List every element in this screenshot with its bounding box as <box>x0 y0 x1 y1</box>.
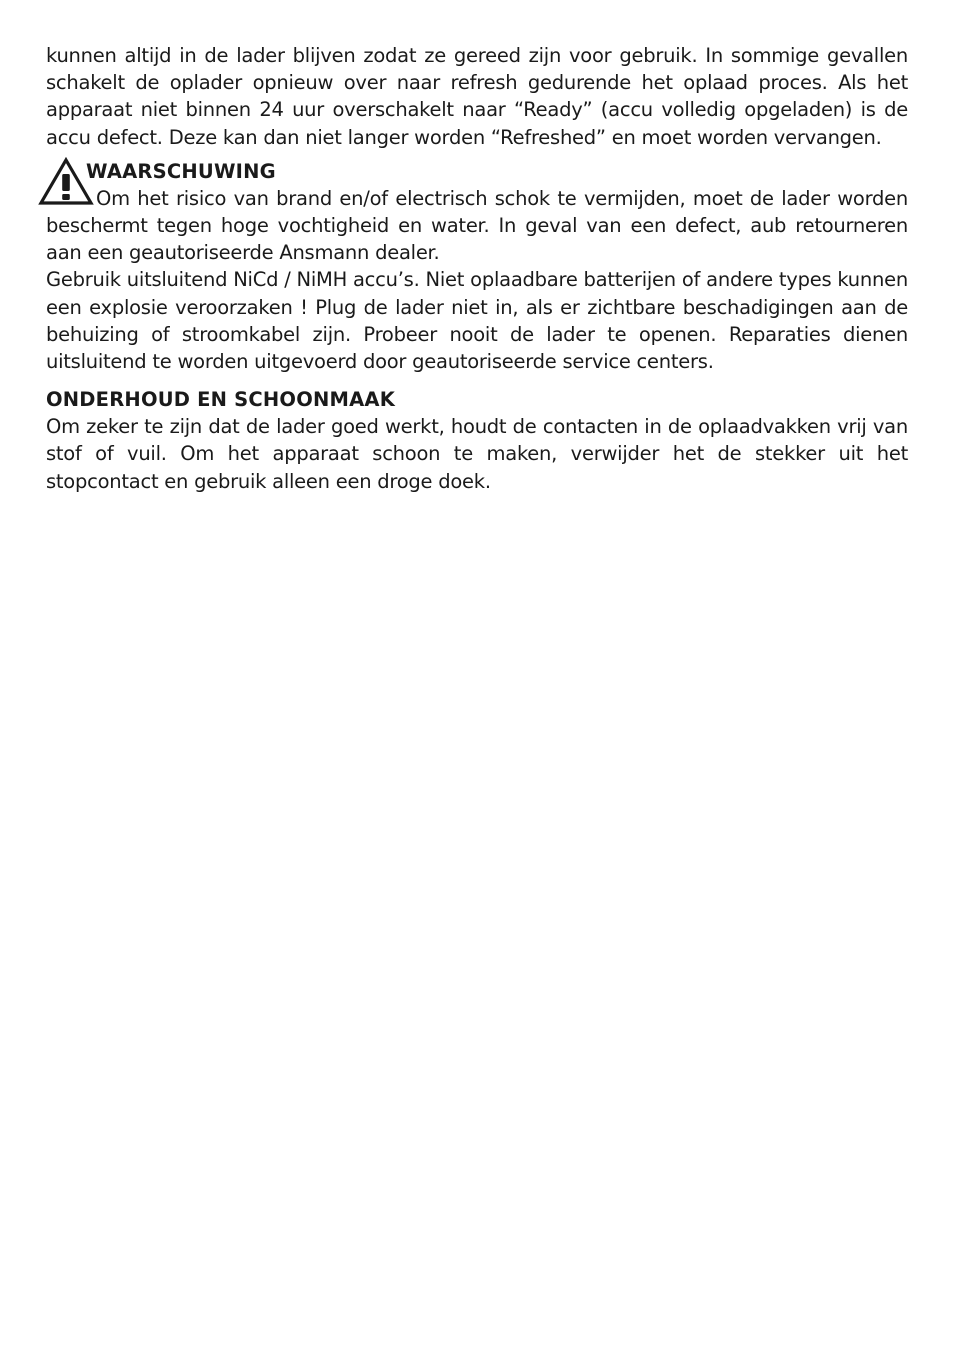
warning-paragraph-1 <box>46 185 908 267</box>
maintenance-section <box>46 386 908 495</box>
maintenance-paragraph: Om zeker te zijn dat de lader goed werkt, houdt de contacten in de oplaadvakken vrij van stof of vuil. Om het apparaat schoon te maken, verwijder het de stekker uit het stopcontact en gebruik alleen een droge doek. <box>46 415 908 493</box>
intro-paragraph: kunnen altijd in de lader blijven zodat ze gereed zijn voor gebruik. In sommige gevallen schakelt de oplader opnieuw over naar refresh gedurende het oplaad proces. Als het apparaat niet binnen 24 uur overschakelt naar “Ready” (accu volledig opgeladen) is de accu defect. Deze kan dan niet langer worden “Refreshed” en moet worden vervangen. <box>46 44 908 149</box>
warning-title: WAARSCHUWING <box>86 159 276 183</box>
maintenance-title: ONDERHOUD EN SCHOONMAAK <box>46 388 396 412</box>
warning-paragraph-2: Gebruik uitsluitend NiCd / NiMH accu’s. Niet oplaadbare batterijen of andere types kunnen een explosie veroorzaken ! Plug de lader niet in, als er zichtbare beschadigingen aan de behuizing of stroomkabel zijn. Probeer nooit de lader te openen. Reparaties dienen uitsluitend te worden uitgevoerd door geautoriseerde service centers. <box>46 268 908 374</box>
warning-paragraph-1-text: Om het risico van brand en/of electrisch schok te vermijden, moet de lader worden beschermt tegen hoge vochtigheid en water. In geval van een defect, aub retourneren aan een geautoriseerde Ansmann dealer. <box>46 186 908 265</box>
warning-section <box>46 158 908 375</box>
document-page <box>46 42 908 495</box>
warning-triangle-icon <box>38 157 94 207</box>
